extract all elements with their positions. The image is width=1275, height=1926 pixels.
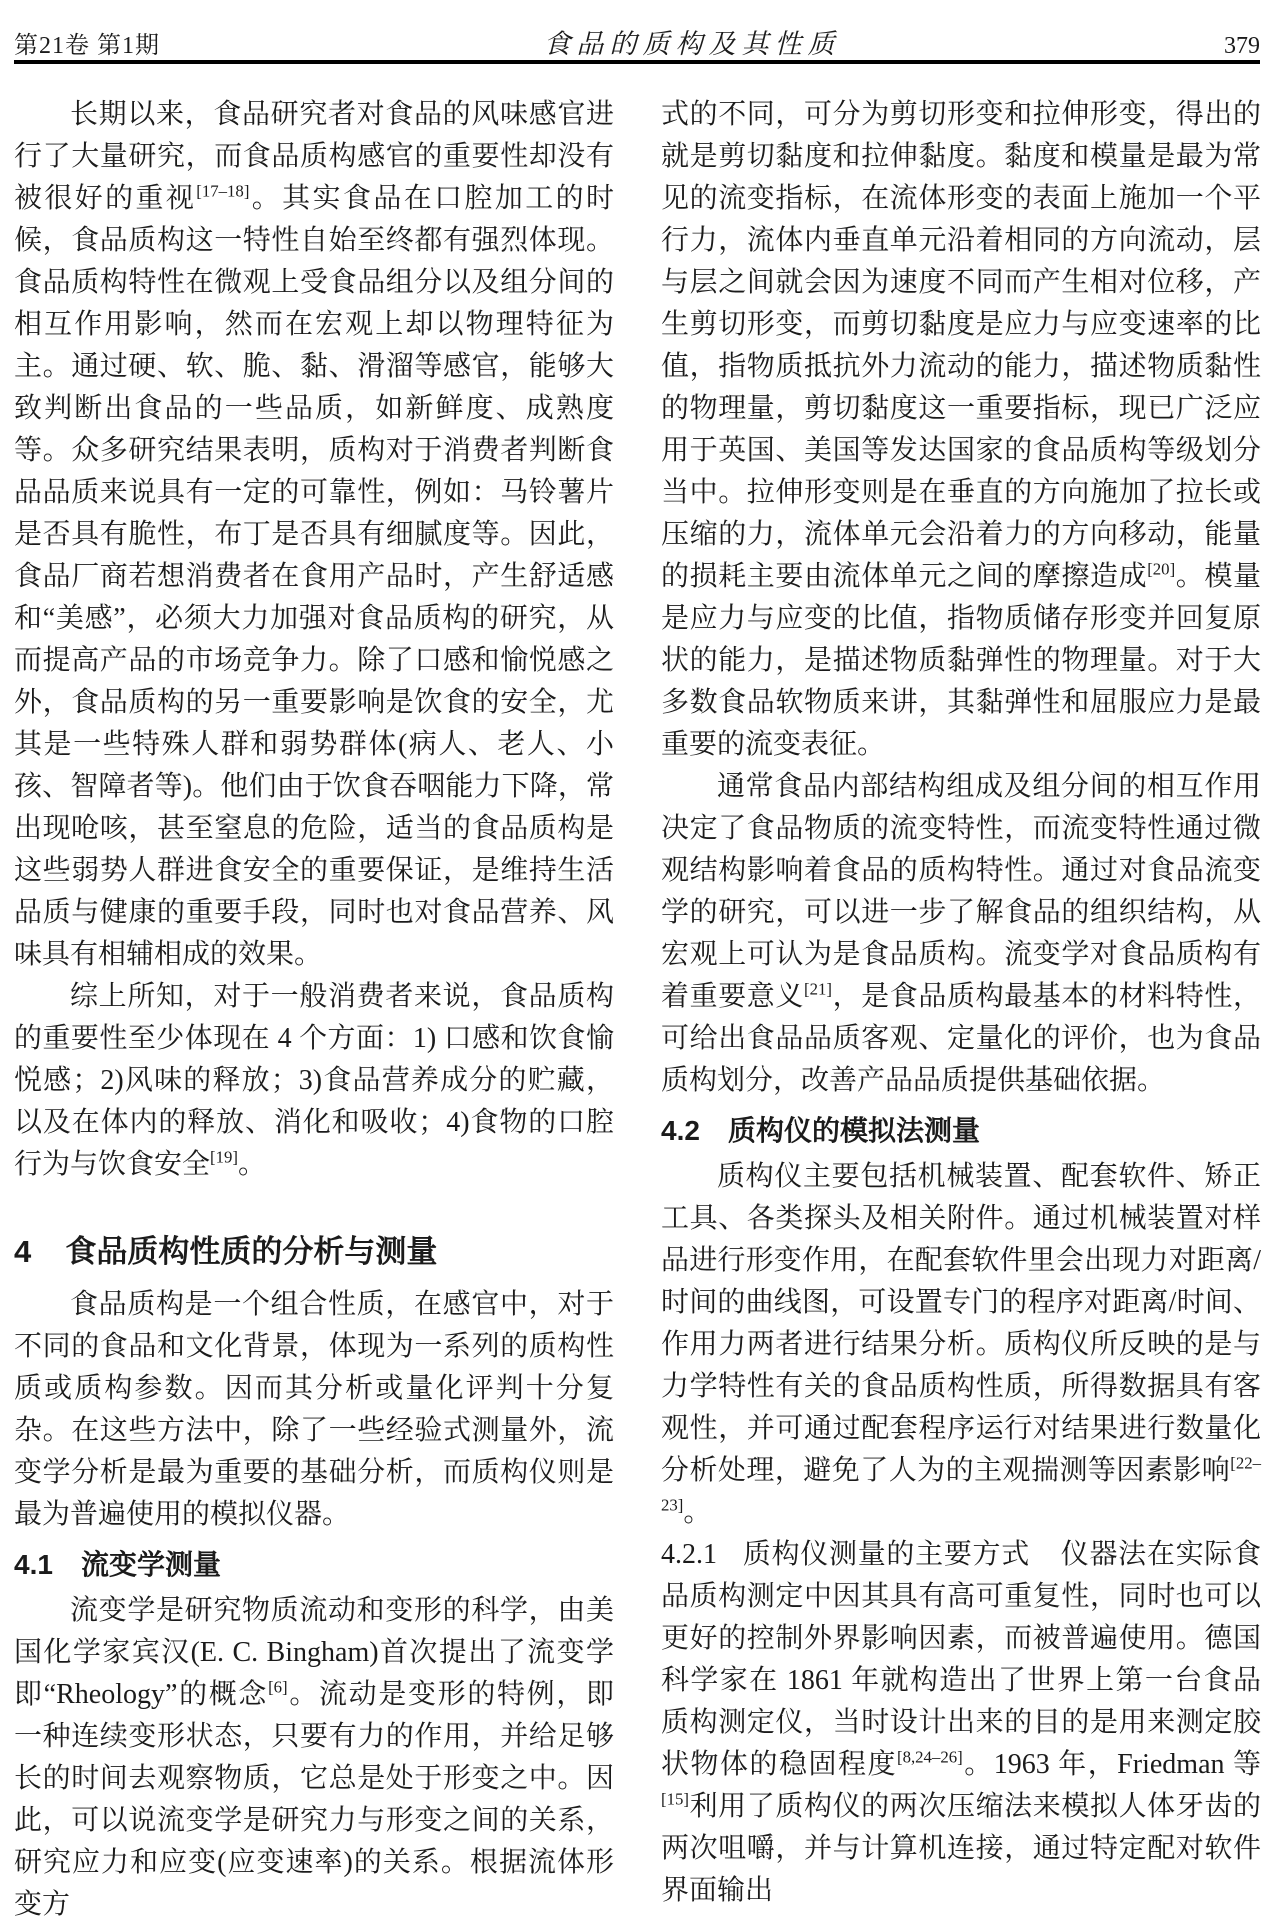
section-number: 4.1	[14, 1549, 53, 1580]
paragraph-4-2-1	[661, 1534, 1261, 1912]
section-title: 质构仪的模拟法测量	[727, 1115, 980, 1146]
section-title: 食品质构性质的分析与测量	[65, 1234, 438, 1269]
section-number: 4.2	[661, 1115, 700, 1146]
right-column	[661, 94, 1261, 1912]
left-column	[14, 94, 614, 1926]
section-heading-4-2	[661, 1112, 1261, 1150]
running-title: 食品的质构及其性质	[543, 29, 841, 59]
section-number: 4	[14, 1234, 32, 1269]
section-heading-4	[14, 1232, 614, 1272]
header-rule	[14, 60, 1260, 64]
paragraph: 综上所知，对于一般消费者来说，食品质构的重要性至少体现在 4 个方面：1) 口感和饮食愉悦感；2)风味的释放；3)食品营养成分的贮藏，以及在体内的释放、消化和吸收；4)食物的口腔行为与饮食安全[19]。	[14, 981, 614, 1180]
section-heading-4-1	[14, 1546, 614, 1584]
page-header	[14, 22, 1260, 61]
inline-section-heading	[661, 1539, 1061, 1570]
section-number: 4.2.1	[661, 1539, 717, 1570]
paragraph: 质构仪主要包括机械装置、配套软件、矫正工具、各类探头及相关附件。通过机械装置对样品进行形变作用，在配套软件里会出现力对距离/时间的曲线图，可设置专门的程序对距离/时间、作用力两者进行结果分析。质构仪所反映的是与力学特性有关的食品质构性质，所得数据具有客观性，并可通过配套程序运行对结果进行数量化分析处理，避免了人为的主观揣测等因素影响[22–23]。	[661, 1161, 1261, 1528]
section-text: 仪器法在实际食品质构测定中因其具有高可重复性，同时也可以更好的控制外界影响因素，而被普遍使用。德国科学家在 1861 年就构造出了世界上第一台食品质构测定仪，当时设计出来的目的是用来测定胶状物体的稳固程度[8,24–26]。1963 年，Friedman 等[15]利用了质构仪的两次压缩法来模拟人体牙齿的两次咀嚼，并与计算机连接，通过特定配对软件界面输出	[661, 1539, 1261, 1906]
paragraph: 式的不同，可分为剪切形变和拉伸形变，得出的就是剪切黏度和拉伸黏度。黏度和模量是最为常见的流变指标，在流体形变的表面上施加一个平行力，流体内垂直单元沿着相同的方向流动，层与层之间就会因为速度不同而产生相对位移，产生剪切形变，而剪切黏度是应力与应变速率的比值，指物质抵抗外力流动的能力，描述物质黏性的物理量，剪切黏度这一重要指标，现已广泛应用于英国、美国等发达国家的食品质构等级划分当中。拉伸形变则是在垂直的方向施加了拉长或压缩的力，流体单元会沿着力的方向移动，能量的损耗主要由流体单元之间的摩擦造成[20]。模量是应力与应变的比值，指物质储存形变并回复原状的能力，是描述物质黏弹性的物理量。对于大多数食品软物质来讲，其黏弹性和屈服应力是最重要的流变表征。	[661, 99, 1261, 760]
paragraph: 食品质构是一个组合性质，在感官中，对于不同的食品和文化背景，体现为一系列的质构性质或质构参数。因而其分析或量化评判十分复杂。在这些方法中，除了一些经验式测量外，流变学分析是最为重要的基础分析，而质构仪则是最为普遍使用的模拟仪器。	[14, 1289, 614, 1530]
journal-issue-info: 第21卷 第1期	[14, 33, 160, 59]
paragraph: 流变学是研究物质流动和变形的科学，由美国化学家宾汉(E. C. Bingham)首次提出了流变学即“Rheology”的概念[6]。流动是变形的特例，即一种连续变形状态，只要有力的作用，并给足够长的时间去观察物质，它总是处于形变之中。因此，可以说流变学是研究力与形变之间的关系，研究应力和应变(应变速率)的关系。根据流体形变方	[14, 1595, 614, 1920]
paragraph: 通常食品内部结构组成及组分间的相互作用决定了食品物质的流变特性，而流变特性通过微观结构影响着食品的质构特性。通过对食品流变学的研究，可以进一步了解食品的组织结构，从宏观上可认为是食品质构。流变学对食品质构有着重要意义[21]，是食品质构最基本的材料特性，可给出食品品质客观、定量化的评价，也为食品质构划分，改善产品品质提供基础依据。	[661, 771, 1261, 1096]
paragraph: 长期以来，食品研究者对食品的风味感官进行了大量研究，而食品质构感官的重要性却没有被很好的重视[17–18]。其实食品在口腔加工的时候，食品质构这一特性自始至终都有强烈体现。食品质构特性在微观上受食品组分以及组分间的相互作用影响，然而在宏观上却以物理特征为主。通过硬、软、脆、黏、滑溜等感官，能够大致判断出食品的一些品质，如新鲜度、成熟度等。众多研究结果表明，质构对于消费者判断食品品质来说具有一定的可靠性，例如：马铃薯片是否具有脆性，布丁是否具有细腻度等。因此，食品厂商若想消费者在食用产品时，产生舒适感和“美感”，必须大力加强对食品质构的研究，从而提高产品的市场竞争力。除了口感和愉悦感之外，食品质构的另一重要影响是饮食的安全，尤其是一些特殊人群和弱势群体(病人、老人、小孩、智障者等)。他们由于饮食吞咽能力下降，常出现呛咳，甚至窒息的危险，适当的食品质构是这些弱势人群进食安全的重要保证，是维持生活品质与健康的重要手段，同时也对食品营养、风味具有相辅相成的效果。	[14, 99, 614, 970]
section-title: 质构仪测量的主要方式	[742, 1539, 1030, 1570]
page-number: 379	[1224, 33, 1260, 59]
section-title: 流变学测量	[80, 1549, 221, 1580]
